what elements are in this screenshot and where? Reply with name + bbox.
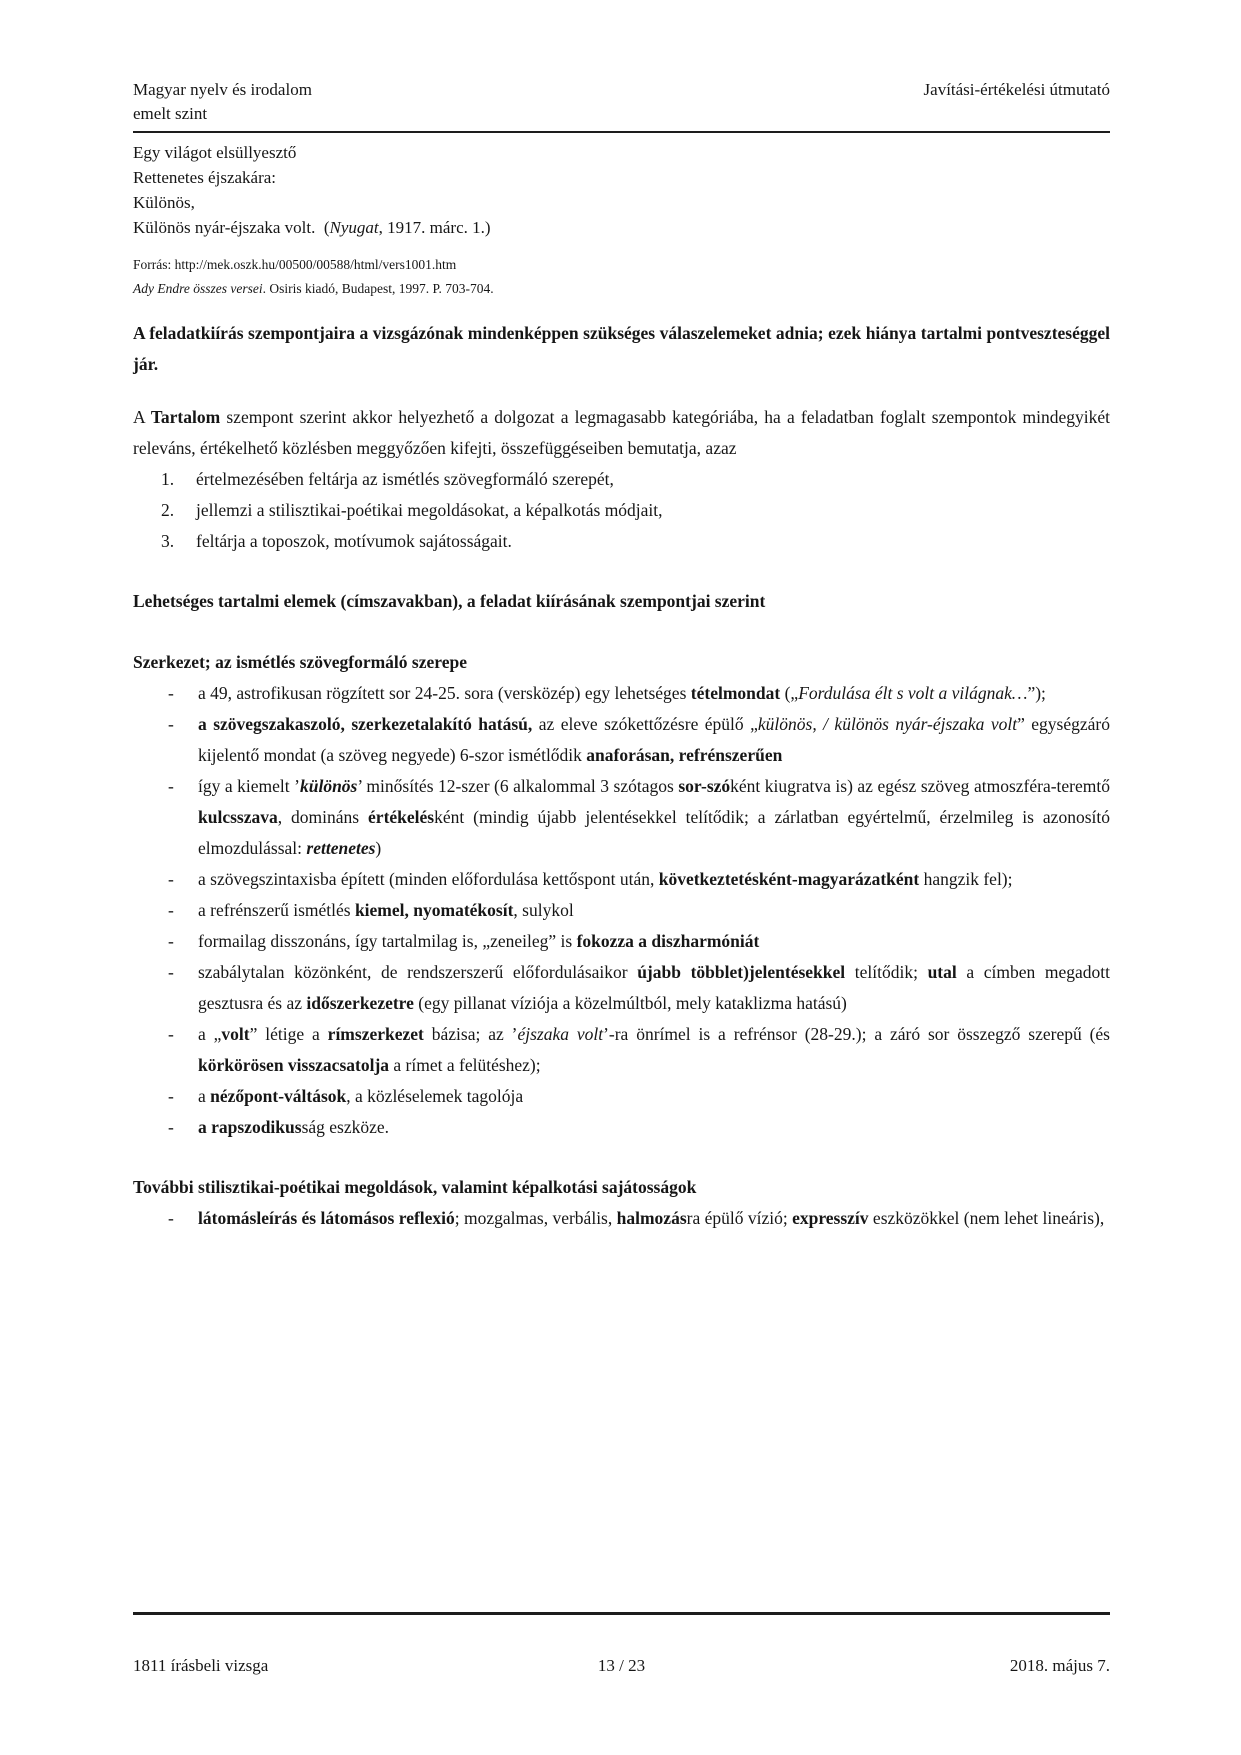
footer-date: 2018. május 7. (1009, 1656, 1110, 1675)
header-subject: Magyar nyelv és irodalom (133, 80, 312, 99)
bullet-dash: - (168, 1024, 174, 1044)
bullet-item (133, 864, 1110, 895)
bullet-item (133, 678, 1110, 709)
bullet-dash: - (168, 869, 174, 889)
numbered-item-text: jellemzi a stilisztikai-poétikai megoldásokat, a képalkotás módjait, (196, 500, 663, 520)
numbered-item (133, 464, 1110, 495)
bullet-dash: - (168, 931, 174, 951)
numbered-item (133, 526, 1110, 557)
bullet-item (133, 709, 1110, 771)
footer-rule (133, 1612, 1110, 1615)
bullet-item-text: a 49, astrofikusan rögzített sor 24-25. sora (versközép) egy lehetséges tételmondat („Fordulása élt s volt a világnak…”); (198, 683, 1046, 703)
bullet-item (133, 957, 1110, 1019)
source-block (133, 253, 1110, 301)
footer-exam-id: 1811 írásbeli vizsga (133, 1656, 269, 1675)
tartalom-paragraph: A Tartalom szempont szerint akkor helyezhető a dolgozat a legmagasabb kategóriába, ha a feladatban foglalt szempontok mindegyikét releváns, értékelhető közlésben meggyőzően kifejti, összefüggéseiben bemutatja, azaz (133, 407, 1110, 458)
bullet-dash: - (168, 776, 174, 796)
poem-line: Rettenetes éjszakára: (133, 168, 277, 187)
bullet-item (133, 771, 1110, 864)
footer-page-number: 13 / 23 (597, 1656, 646, 1675)
criteria-numbered-list (133, 464, 1110, 557)
bullet-item (133, 1203, 1110, 1234)
bullet-item-text: így a kiemelt ’különös’ minősítés 12-szer (6 alkalommal 3 szótagos sor-szóként kiugratva is) az egész szöveg atmoszféra-teremtő kulcsszava, domináns értékelésként (mindig újabb jelentésekkel telítődik; a zárlatban egyértelmű, érzelmileg is azonosító elmozdulással: rettenetes) (198, 776, 1110, 858)
bullet-item-text: a szövegszintaxisba épített (minden előfordulása kettőspont után, következtetésként-magyarázatként hangzik fel); (198, 869, 1013, 889)
section-heading-szerkezet: Szerkezet; az ismétlés szövegformáló szerepe (133, 652, 467, 672)
source-line: Forrás: http://mek.oszk.hu/00500/00588/html/vers1001.htm (133, 257, 457, 272)
bullet-item (133, 926, 1110, 957)
bullet-item-text: a rapszodikusság eszköze. (198, 1117, 390, 1137)
bullet-dash: - (168, 900, 174, 920)
header-level: emelt szint (133, 104, 208, 123)
numbered-item-text: értelmezésében feltárja az ismétlés szövegformáló szerepét, (196, 469, 614, 489)
numbered-item-number: 1. (161, 469, 175, 489)
section-heading-content-elements: Lehetséges tartalmi elemek (címszavakban), a feladat kiírásának szempontjai szerint (133, 591, 766, 611)
bullet-dash: - (168, 1208, 174, 1228)
header-rule (133, 131, 1110, 133)
poem-line: Különös nyár-éjszaka volt. (Nyugat, 1917. márc. 1.) (133, 218, 491, 237)
tovabbi-bullet-list (133, 1203, 1110, 1234)
section-heading-tovabbi: További stilisztikai-poétikai megoldások, valamint képalkotási sajátosságok (133, 1177, 697, 1197)
numbered-item (133, 495, 1110, 526)
bullet-dash: - (168, 962, 174, 982)
poem-line: Egy világot elsüllyesztő (133, 143, 297, 162)
bullet-item-text: formailag disszonáns, így tartalmilag is, „zeneileg” is fokozza a diszharmóniát (198, 931, 760, 951)
bullet-dash: - (168, 1086, 174, 1106)
source-line: Ady Endre összes versei. Osiris kiadó, Budapest, 1997. P. 703-704. (133, 281, 494, 296)
bullet-item-text: a nézőpont-váltások, a közléselemek tagolója (198, 1086, 524, 1106)
bullet-item (133, 1019, 1110, 1081)
bullet-item-text: a refrénszerű ismétlés kiemel, nyomatékosít, sulykol (198, 900, 574, 920)
page-footer (133, 1612, 1110, 1678)
bullet-item (133, 1112, 1110, 1143)
bullet-item-text: a szövegszakaszoló, szerkezetalakító hatású, az eleve szókettőzésre épülő „különös, / különös nyár-éjszaka volt” egységzáró kijelentő mondat (a szöveg negyede) 6-szor ismétlődik anaforásan, refrénszerűen (198, 714, 1110, 765)
poem-excerpt (133, 140, 1110, 240)
page-header (133, 78, 1110, 126)
bullet-item (133, 895, 1110, 926)
numbered-item-number: 2. (161, 500, 175, 520)
instruction-paragraph: A feladatkiírás szempontjaira a vizsgázónak mindenképpen szükséges válaszelemeket adnia; ezek hiánya tartalmi pontveszteséggel jár. (133, 323, 1110, 374)
bullet-dash: - (168, 714, 174, 734)
bullet-item-text: látomásleírás és látomásos reflexió; mozgalmas, verbális, halmozásra épülő vízió; expresszív eszközökkel (nem lehet lineáris), (198, 1208, 1105, 1228)
footer-row (133, 1654, 1110, 1678)
header-doc-type: Javítási-értékelési útmutató (923, 80, 1110, 99)
bullet-item-text: szabálytalan közönként, de rendszerszerű előfordulásaikor újabb többlet)jelentésekkel telítődik; utal a címben megadott gesztusra és az időszerkezetre (egy pillanat víziója a közelmúltból, mely kataklizma hatású) (198, 962, 1110, 1013)
bullet-dash: - (168, 683, 174, 703)
bullet-dash: - (168, 1117, 174, 1137)
numbered-item-number: 3. (161, 531, 175, 551)
bullet-item-text: a „volt” létige a rímszerkezet bázisa; az ’éjszaka volt’-ra önrímel is a refrénsor (28-29.); a záró sor összegző szerepű (és körkörösen visszacsatolja a rímet a felütéshez); (198, 1024, 1110, 1075)
numbered-item-text: feltárja a toposzok, motívumok sajátosságait. (196, 531, 512, 551)
szerkezet-bullet-list (133, 678, 1110, 1143)
bullet-item (133, 1081, 1110, 1112)
poem-line: Különös, (133, 193, 195, 212)
